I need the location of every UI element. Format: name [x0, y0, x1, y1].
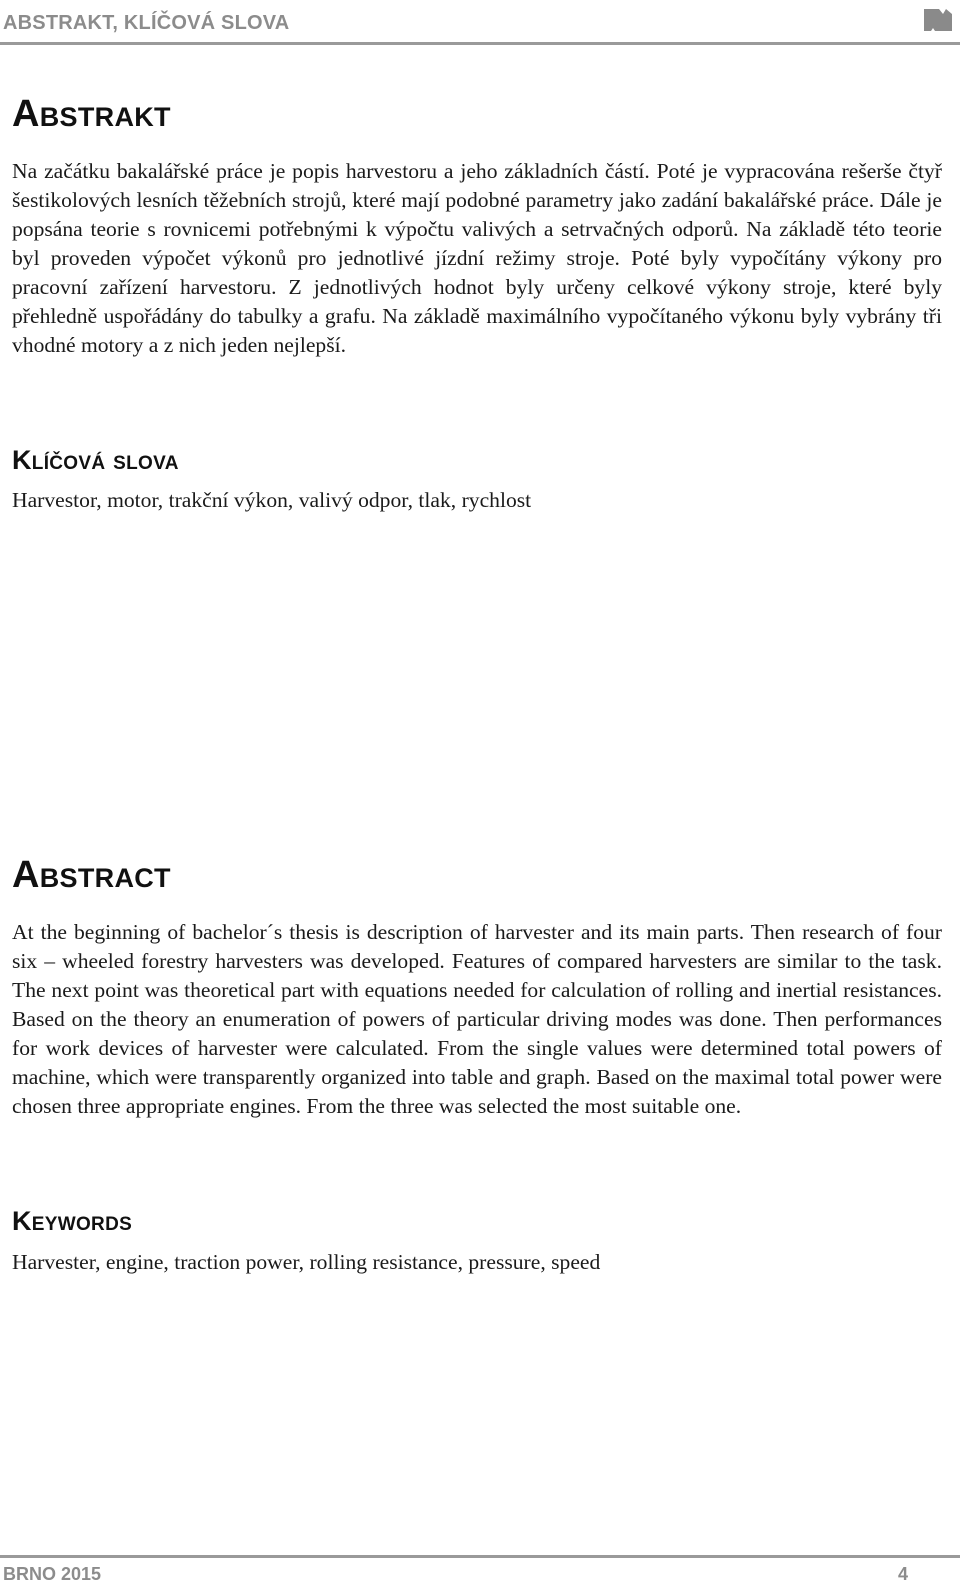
abstract-text: At the beginning of bachelor´s thesis is description of harvester and its main parts. Then research of four six – wheeled forestry harvesters was developed. Features of compared harvesters are similar to the task. The next point was theoretical part with equations needed for calculation of rolling and inertial resistances. Based on the theory an enumeration of powers of particular driving modes was done. Then performances for work devices of harvester were calculated. From the single values were determined total powers of machine, which were transparently organized into table and graph. Based on the maximal total power were chosen three appropriate engines. From the three was selected the most suitable one.: [12, 920, 942, 1118]
klicova-slova-heading: Klíčová slova: [12, 445, 179, 475]
header-rule: [0, 42, 960, 45]
footer-place-year: BRNO 2015: [3, 1564, 102, 1584]
abstrakt-text: Na začátku bakalářské práce je popis harvestoru a jeho základních částí. Poté je vypracována rešerše čtyř šestikolových lesních těžebních strojů, které mají podobné parametry jako zadání bakalářské práce. Dále je popsána teorie s rovnicemi potřebnými k výpočtu valivých a setrvačných odporů. Na základě této teorie byl proveden výpočet výkonů pro jednotlivé jízdní režimy stroje. Poté byly vypočítány výkony pro pracovní zařízení harvestoru. Z jednotlivých hodnot byly určeny celkové výkony stroje, které byly přehledně uspořádány do tabulky a grafu. Na základě maximálního vypočítaného výkonu byly vybrány tři vhodné motory a z nich jeden nejlepší.: [12, 159, 942, 357]
page-number: 4: [898, 1564, 909, 1584]
university-emblem-icon: [922, 5, 954, 35]
keywords-text: Harvester, engine, traction power, rolling resistance, pressure, speed: [12, 1250, 601, 1274]
abstract-heading: Abstract: [12, 854, 171, 896]
klicova-slova-text: Harvestor, motor, trakční výkon, valivý odpor, tlak, rychlost: [12, 488, 532, 512]
footer-rule: [0, 1555, 960, 1558]
abstrakt-heading: Abstrakt: [12, 93, 171, 135]
keywords-heading: Keywords: [12, 1206, 133, 1236]
running-header-title: ABSTRAKT, KLÍČOVÁ SLOVA: [3, 12, 290, 34]
